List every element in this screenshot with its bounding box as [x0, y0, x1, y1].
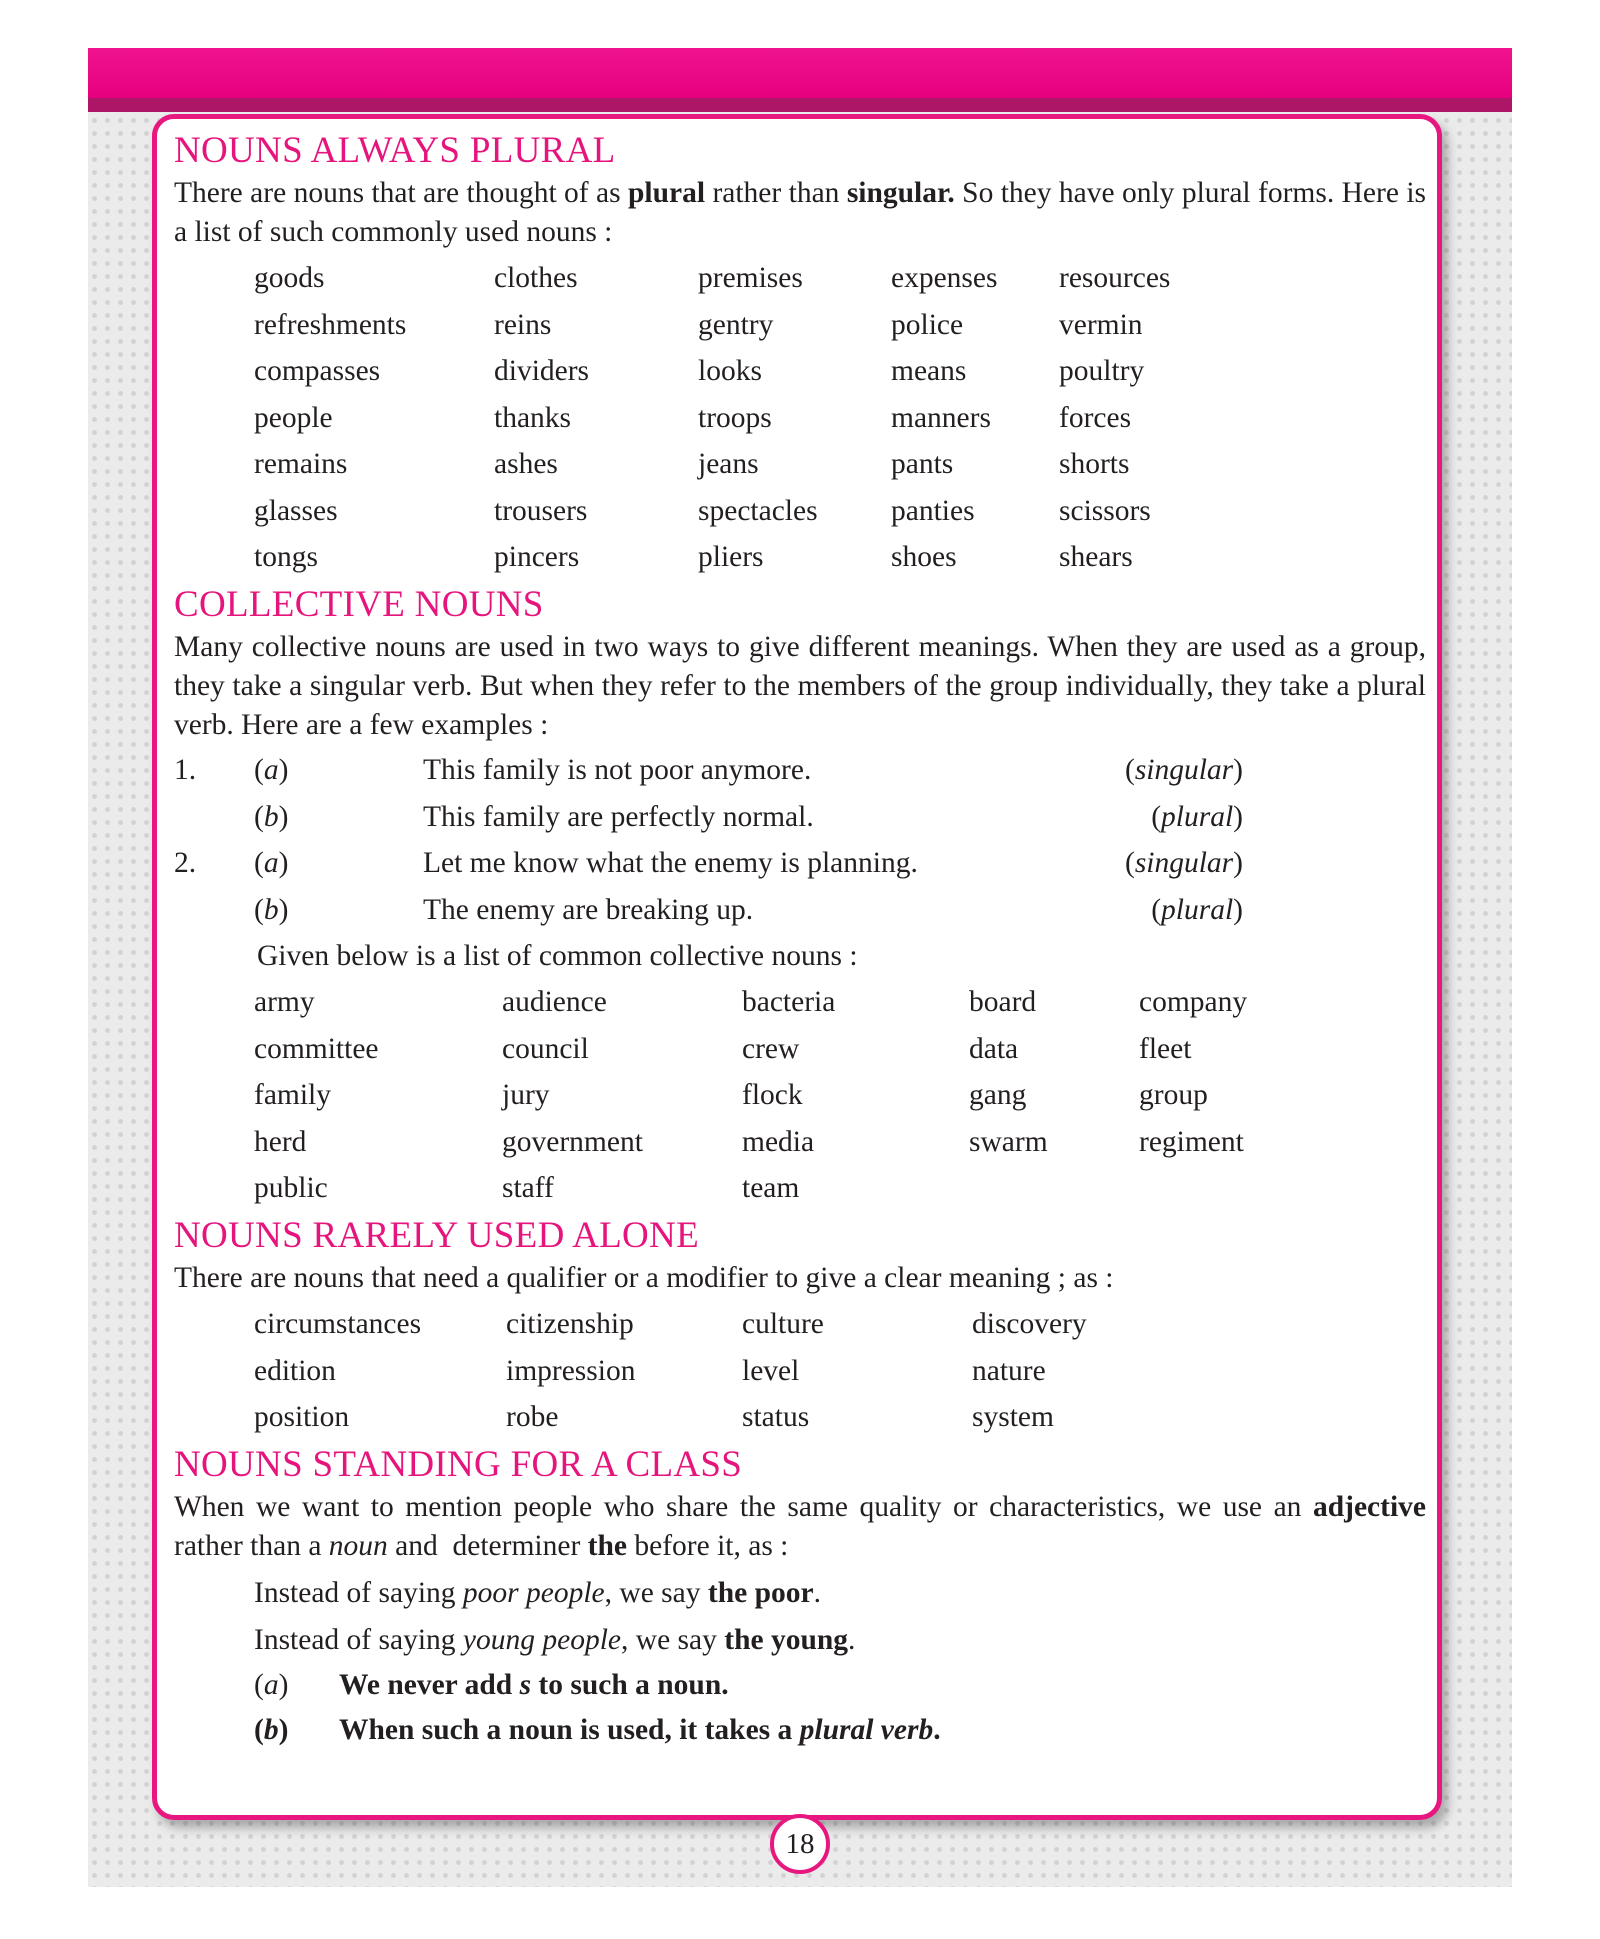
example-number — [174, 798, 254, 837]
collective-intro: Many collective nouns are used in two ways to give different meanings. When they are used as a group, they take a singular verb. But when they refer to the members of the group individually, they take a plural verb. Here are a few examples : — [174, 631, 1426, 741]
word: government — [502, 1125, 643, 1158]
example-letter: (a) — [254, 847, 289, 879]
word: troops — [698, 401, 772, 434]
rule-letter: (a) — [254, 1669, 289, 1701]
class-intro — [174, 1488, 1426, 1566]
example-sentence: Let me know what the enemy is planning. — [423, 847, 918, 879]
word: manners — [891, 401, 991, 434]
page-content — [174, 128, 1426, 1750]
class-rule — [174, 1666, 1426, 1705]
example-tag: (singular) — [1124, 754, 1243, 786]
example-row — [174, 751, 1426, 790]
word: panties — [891, 494, 975, 527]
word: committee — [254, 1032, 379, 1065]
word: fleet — [1139, 1032, 1192, 1065]
example-number: 2. — [174, 847, 197, 879]
word: pants — [891, 448, 954, 480]
word: council — [502, 1032, 589, 1065]
word: edition — [254, 1354, 336, 1387]
word: staff — [502, 1172, 554, 1204]
word: dividers — [494, 355, 590, 387]
intro-text: When we want to mention people who share the same quality or characteristics, we use an — [174, 1491, 1313, 1523]
word: army — [254, 986, 315, 1018]
example-sentence: This family are perfectly normal. — [423, 800, 814, 833]
word: ashes — [494, 448, 558, 480]
word: remains — [254, 448, 348, 480]
word: regiment — [1139, 1125, 1244, 1158]
word-row — [254, 1123, 1426, 1162]
example-number — [174, 891, 254, 930]
example-row — [174, 891, 1426, 930]
example-tag: (plural) — [1151, 800, 1243, 833]
heading-nouns-standing-for-a-class: NOUNS STANDING FOR A CLASS — [174, 1444, 743, 1485]
class-example-line: Instead of saying poor people, we say the poor. — [254, 1577, 821, 1609]
example-row — [174, 844, 1426, 883]
example-letter: (b) — [254, 800, 289, 833]
word: crew — [742, 1032, 800, 1065]
word: group — [1139, 1079, 1208, 1111]
word: position — [254, 1401, 350, 1433]
example-letter: (b) — [254, 893, 289, 926]
word-row — [254, 352, 1426, 391]
word: culture — [742, 1308, 824, 1340]
word — [1139, 1169, 1339, 1208]
word: shorts — [1059, 448, 1130, 480]
word: nature — [972, 1354, 1046, 1387]
word: pincers — [494, 541, 580, 573]
word-row — [254, 983, 1426, 1022]
word: means — [891, 355, 967, 387]
intro-text: So they have only plural forms. Here is a list of such commonly used nouns : — [174, 177, 1427, 248]
word: robe — [506, 1401, 559, 1433]
word: shears — [1059, 541, 1133, 573]
word: gang — [969, 1079, 1027, 1111]
word: system — [972, 1401, 1054, 1433]
word: team — [742, 1172, 800, 1204]
word: premises — [698, 262, 803, 294]
word: reins — [494, 308, 552, 341]
word: refreshments — [254, 308, 407, 341]
intro-text: before it, as : — [627, 1530, 789, 1562]
word: goods — [254, 262, 325, 294]
word-row — [254, 306, 1426, 345]
word-row — [254, 1352, 1426, 1391]
word: resources — [1059, 262, 1171, 294]
collective-word-list — [254, 983, 1426, 1208]
word: company — [1139, 986, 1248, 1018]
word-row — [254, 259, 1426, 298]
word-row — [254, 492, 1426, 531]
intro-bold-adjective: adjective — [1312, 1491, 1426, 1523]
rarely-alone-intro: There are nouns that need a qualifier or a modifier to give a clear meaning ; as : — [174, 1262, 1114, 1294]
always-plural-word-list — [254, 259, 1426, 577]
word: spectacles — [698, 494, 818, 527]
word-row — [254, 1030, 1426, 1069]
word: circumstances — [254, 1308, 422, 1340]
word-row — [254, 1076, 1426, 1115]
word: shoes — [891, 541, 957, 573]
rule-text: When such a noun is used, it takes a plural verb. — [339, 1714, 941, 1746]
word: looks — [698, 355, 762, 387]
word: people — [254, 401, 333, 434]
word: police — [891, 308, 964, 341]
word: flock — [742, 1079, 803, 1111]
word — [969, 1169, 1139, 1208]
word: pliers — [698, 541, 764, 573]
example-sentence: The enemy are breaking up. — [423, 893, 754, 926]
collective-list-intro: Given below is a list of common collective nouns : — [257, 940, 858, 972]
intro-text: There are nouns that are thought of as — [174, 177, 628, 209]
intro-bold-the: the — [587, 1530, 627, 1562]
word: scissors — [1059, 494, 1151, 527]
word: swarm — [969, 1125, 1048, 1158]
class-rule — [174, 1711, 1426, 1750]
heading-nouns-always-plural: NOUNS ALWAYS PLURAL — [174, 130, 616, 171]
word: clothes — [494, 262, 578, 294]
word: herd — [254, 1125, 307, 1158]
word: thanks — [494, 401, 572, 434]
class-example-line: Instead of saying young people, we say the young. — [254, 1624, 856, 1656]
example-row — [174, 798, 1426, 837]
word: tongs — [254, 541, 318, 573]
word: board — [969, 986, 1037, 1018]
word: data — [969, 1032, 1019, 1065]
word: level — [742, 1354, 800, 1387]
word-row — [254, 1169, 1426, 1208]
word: jeans — [698, 448, 759, 480]
heading-nouns-rarely-used-alone: NOUNS RARELY USED ALONE — [174, 1215, 699, 1256]
word: citizenship — [506, 1308, 634, 1340]
rule-text: We never add s to such a noun. — [339, 1669, 729, 1701]
word-row — [254, 399, 1426, 438]
word: media — [742, 1125, 815, 1158]
collective-examples — [174, 751, 1426, 930]
always-plural-intro — [174, 174, 1426, 252]
word: impression — [506, 1354, 636, 1387]
intro-bold-singular: singular. — [846, 177, 955, 209]
word: expenses — [891, 262, 998, 294]
intro-text: rather than a — [174, 1530, 329, 1562]
word: jury — [502, 1079, 550, 1111]
example-sentence: This family is not poor anymore. — [423, 754, 812, 786]
example-number: 1. — [174, 754, 197, 786]
word: trousers — [494, 494, 588, 527]
example-tag: (plural) — [1151, 893, 1243, 926]
word: poultry — [1059, 355, 1145, 387]
example-tag: (singular) — [1124, 847, 1243, 879]
intro-text: and determiner — [387, 1530, 588, 1562]
word: bacteria — [742, 986, 836, 1018]
word: vermin — [1059, 308, 1143, 341]
page-number: 18 — [770, 1814, 830, 1874]
intro-italic-noun: noun — [328, 1530, 388, 1562]
word-row — [254, 538, 1426, 577]
word: audience — [502, 986, 607, 1018]
word-row — [254, 445, 1426, 484]
word: status — [742, 1401, 810, 1433]
word: gentry — [698, 308, 774, 341]
word: family — [254, 1079, 332, 1111]
word: glasses — [254, 494, 338, 527]
rule-letter: (b) — [254, 1714, 289, 1746]
rarely-alone-word-list — [254, 1305, 1426, 1437]
word-row — [254, 1305, 1426, 1344]
word: discovery — [972, 1308, 1087, 1340]
top-header-bar-shadow — [88, 98, 1512, 112]
word: public — [254, 1172, 328, 1204]
word: compasses — [254, 355, 381, 387]
intro-bold-plural: plural — [627, 177, 706, 209]
word: forces — [1059, 401, 1132, 434]
example-letter: (a) — [254, 754, 289, 786]
intro-text: rather than — [705, 177, 847, 209]
word-row — [254, 1398, 1426, 1437]
top-header-bar — [88, 48, 1512, 98]
heading-collective-nouns: COLLECTIVE NOUNS — [174, 584, 544, 625]
